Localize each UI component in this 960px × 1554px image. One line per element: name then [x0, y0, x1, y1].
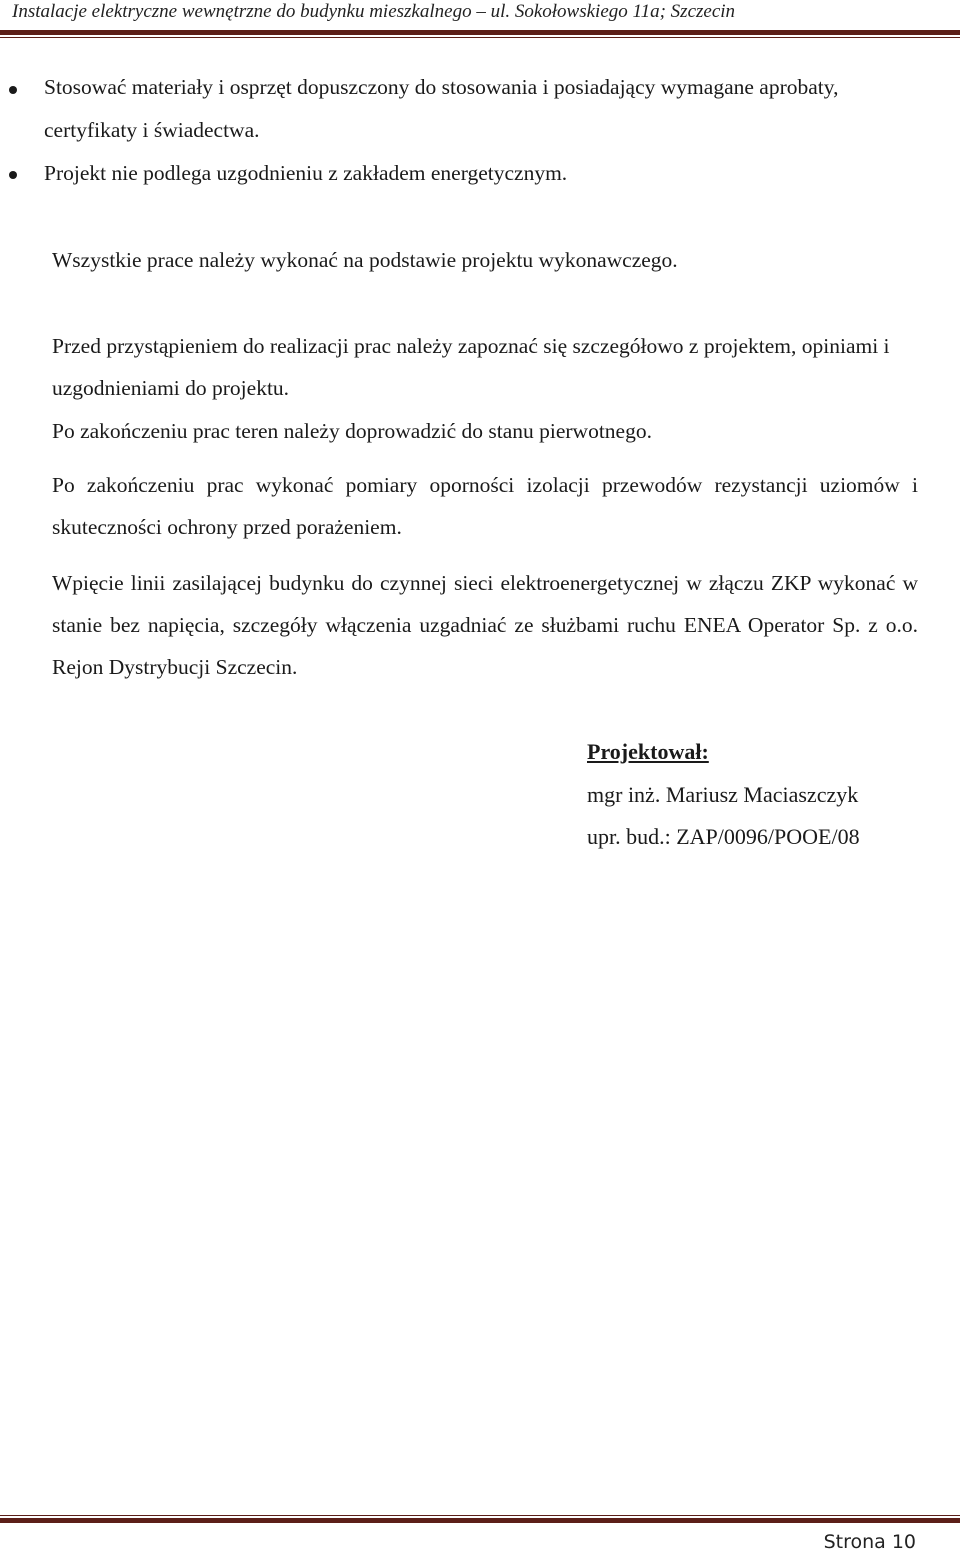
paragraph: Wpięcie linii zasilającej budynku do czynnej sieci elektroenergetycznej w złączu ZKP wykonać w stanie bez napięcia, szczegóły włączenia uzgadniać ze służbami ruchu ENEA Operator Sp. z o.o. Rejon Dystrybucji Szczecin.: [52, 571, 918, 679]
signature-title: Projektował:: [587, 739, 709, 764]
paragraph: Po zakończeniu prac wykonać pomiary oporności izolacji przewodów rezystancji uziomów i skuteczności ochrony przed porażeniem.: [52, 473, 918, 539]
header-rule-thin: [0, 37, 960, 38]
signature-license: upr. bud.: ZAP/0096/POOE/08: [587, 824, 860, 849]
signature-name: mgr inż. Mariusz Maciaszczyk: [587, 782, 859, 807]
header-rule-thick: [0, 30, 960, 35]
footer-rule-thick: [0, 1518, 960, 1523]
footer-rule-thin: [0, 1515, 960, 1516]
paragraph: Wszystkie prace należy wykonać na podstawie projektu wykonawczego.: [52, 248, 678, 272]
paragraph: Przed przystąpieniem do realizacji prac należy zapoznać się szczegółowo z projektem, opiniami i uzgodnieniami do projektu.: [52, 334, 890, 400]
page-number: Strona 10: [823, 1531, 916, 1553]
list-item: Projekt nie podlega uzgodnieniu z zakładem energetycznym.: [44, 161, 568, 185]
bullet-dot: [9, 171, 17, 179]
page-header-title: Instalacje elektryczne wewnętrzne do budynku mieszkalnego – ul. Sokołowskiego 11a; Szczecin: [12, 1, 736, 22]
bullet-dot: [9, 86, 17, 94]
paragraph: Po zakończeniu prac teren należy doprowadzić do stanu pierwotnego.: [52, 419, 652, 443]
list-item: Stosować materiały i osprzęt dopuszczony do stosowania i posiadający wymagane aprobaty, certyfikaty i świadectwa.: [44, 75, 839, 142]
